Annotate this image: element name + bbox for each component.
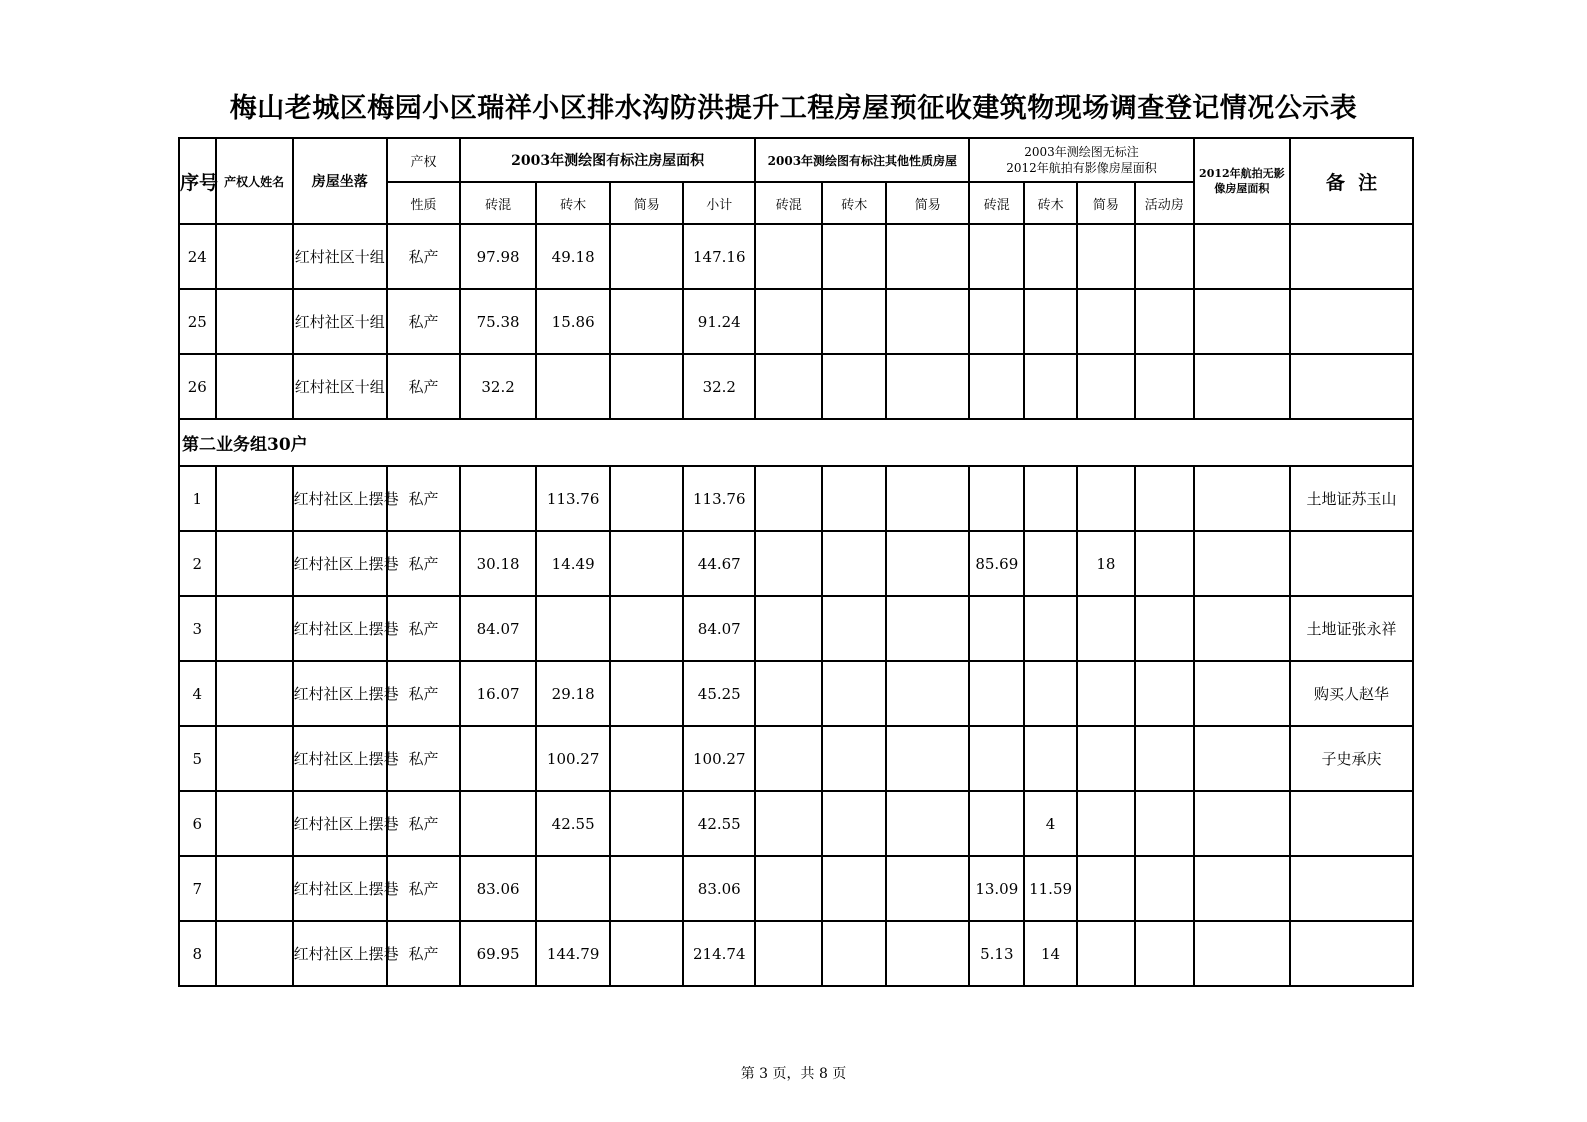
unmarked-area-cell: [1024, 289, 1077, 354]
marked-area-cell: [536, 856, 610, 921]
location-cell: 红村社区十组: [293, 224, 387, 289]
other-area-cell: [755, 856, 822, 921]
other-area-cell: [755, 354, 822, 419]
unmarked-area-cell: [1024, 661, 1077, 726]
header-seq: 序号: [179, 138, 216, 224]
unmarked-area-cell: [1077, 354, 1135, 419]
seq-cell: 6: [179, 791, 216, 856]
other-area-cell: [886, 596, 969, 661]
unmarked-area-cell: [969, 596, 1024, 661]
no-image-cell: [1194, 596, 1290, 661]
table-row: [179, 791, 1413, 856]
header-no-image: 2012年航拍无影像房屋面积: [1194, 138, 1290, 224]
seq-cell: 5: [179, 726, 216, 791]
header-sub-unmarked: 简易: [1077, 182, 1135, 224]
header-row-1: [179, 138, 1413, 182]
unmarked-area-cell: [1135, 224, 1194, 289]
unmarked-area-cell: [1135, 726, 1194, 791]
location-cell: 红村社区上摆巷: [293, 531, 387, 596]
unmarked-area-cell: [1077, 661, 1135, 726]
no-image-cell: [1194, 791, 1290, 856]
other-area-cell: [822, 289, 886, 354]
unmarked-area-cell: [1024, 726, 1077, 791]
other-area-cell: [755, 466, 822, 531]
remark-cell: 土地证苏玉山: [1290, 466, 1413, 531]
remark-cell: [1290, 856, 1413, 921]
header-property-bottom: 性质: [387, 182, 460, 224]
location-cell: 红村社区上摆巷: [293, 661, 387, 726]
unmarked-area-cell: [969, 791, 1024, 856]
marked-area-cell: 83.06: [460, 856, 536, 921]
marked-area-cell: 83.06: [683, 856, 755, 921]
unmarked-area-cell: [969, 661, 1024, 726]
property-cell: 私产: [387, 224, 460, 289]
other-area-cell: [886, 921, 969, 986]
other-area-cell: [886, 856, 969, 921]
table-row: [179, 661, 1413, 726]
marked-area-cell: [610, 466, 683, 531]
header-group-unmarked-line1: 2003年测绘图无标注: [1024, 145, 1139, 159]
location-cell: 红村社区上摆巷: [293, 856, 387, 921]
other-area-cell: [822, 791, 886, 856]
no-image-cell: [1194, 856, 1290, 921]
property-cell: 私产: [387, 289, 460, 354]
table-row: [179, 921, 1413, 986]
marked-area-cell: 29.18: [536, 661, 610, 726]
owner-cell: [216, 726, 293, 791]
unmarked-area-cell: [1024, 354, 1077, 419]
other-area-cell: [886, 791, 969, 856]
remark-cell: [1290, 224, 1413, 289]
table-row: [179, 856, 1413, 921]
unmarked-area-cell: [969, 466, 1024, 531]
marked-area-cell: 84.07: [683, 596, 755, 661]
unmarked-area-cell: 13.09: [969, 856, 1024, 921]
other-area-cell: [822, 856, 886, 921]
unmarked-area-cell: [1077, 466, 1135, 531]
marked-area-cell: 100.27: [536, 726, 610, 791]
header-remarks: 备 注: [1290, 138, 1413, 224]
header-group-unmarked-line2: 2012年航拍有影像房屋面积: [1006, 161, 1157, 175]
header-sub-unmarked: 砖木: [1024, 182, 1077, 224]
marked-area-cell: 42.55: [536, 791, 610, 856]
location-cell: 红村社区上摆巷: [293, 596, 387, 661]
marked-area-cell: 14.49: [536, 531, 610, 596]
seq-cell: 2: [179, 531, 216, 596]
unmarked-area-cell: 85.69: [969, 531, 1024, 596]
table-row: [179, 466, 1413, 531]
marked-area-cell: [460, 466, 536, 531]
header-sub-other: 砖混: [755, 182, 822, 224]
marked-area-cell: [536, 596, 610, 661]
marked-area-cell: 144.79: [536, 921, 610, 986]
no-image-cell: [1194, 661, 1290, 726]
unmarked-area-cell: [1077, 856, 1135, 921]
other-area-cell: [886, 466, 969, 531]
unmarked-area-cell: 5.13: [969, 921, 1024, 986]
owner-cell: [216, 354, 293, 419]
header-sub-other: 砖木: [822, 182, 886, 224]
header-sub-marked: 砖木: [536, 182, 610, 224]
property-cell: 私产: [387, 466, 460, 531]
marked-area-cell: [536, 354, 610, 419]
other-area-cell: [822, 531, 886, 596]
property-cell: 私产: [387, 726, 460, 791]
owner-cell: [216, 531, 293, 596]
header-owner: 产权人姓名: [216, 138, 293, 224]
property-cell: 私产: [387, 791, 460, 856]
unmarked-area-cell: [1135, 466, 1194, 531]
seq-cell: 3: [179, 596, 216, 661]
property-cell: 私产: [387, 354, 460, 419]
marked-area-cell: [610, 921, 683, 986]
header-location: 房屋坐落: [293, 138, 387, 224]
unmarked-area-cell: [969, 726, 1024, 791]
marked-area-cell: 91.24: [683, 289, 755, 354]
property-cell: 私产: [387, 596, 460, 661]
unmarked-area-cell: [1077, 921, 1135, 986]
location-cell: 红村社区上摆巷: [293, 921, 387, 986]
unmarked-area-cell: [1135, 856, 1194, 921]
unmarked-area-cell: 14: [1024, 921, 1077, 986]
other-area-cell: [822, 726, 886, 791]
other-area-cell: [755, 791, 822, 856]
seq-cell: 4: [179, 661, 216, 726]
other-area-cell: [886, 289, 969, 354]
header-sub-unmarked: 活动房: [1135, 182, 1194, 224]
table-row: [179, 596, 1413, 661]
unmarked-area-cell: [1077, 224, 1135, 289]
marked-area-cell: [460, 791, 536, 856]
other-area-cell: [822, 596, 886, 661]
unmarked-area-cell: [1077, 596, 1135, 661]
header-sub-marked: 砖混: [460, 182, 536, 224]
unmarked-area-cell: [1135, 921, 1194, 986]
marked-area-cell: 44.67: [683, 531, 755, 596]
page-title: 梅山老城区梅园小区瑞祥小区排水沟防洪提升工程房屋预征收建筑物现场调查登记情况公示表: [229, 93, 1358, 124]
marked-area-cell: [460, 726, 536, 791]
other-area-cell: [822, 661, 886, 726]
group-label: 第二业务组30户: [179, 419, 1413, 466]
owner-cell: [216, 856, 293, 921]
header-group-unmarked: [969, 138, 1193, 182]
unmarked-area-cell: [1135, 596, 1194, 661]
other-area-cell: [755, 531, 822, 596]
seq-cell: 1: [179, 466, 216, 531]
group-row: [179, 419, 1413, 466]
table-row: [179, 354, 1413, 419]
remark-cell: 子史承庆: [1290, 726, 1413, 791]
remark-cell: [1290, 791, 1413, 856]
no-image-cell: [1194, 466, 1290, 531]
marked-area-cell: [610, 224, 683, 289]
other-area-cell: [886, 726, 969, 791]
property-cell: 私产: [387, 856, 460, 921]
location-cell: 红村社区上摆巷: [293, 466, 387, 531]
other-area-cell: [755, 596, 822, 661]
marked-area-cell: 214.74: [683, 921, 755, 986]
owner-cell: [216, 791, 293, 856]
remark-cell: [1290, 921, 1413, 986]
table-row: [179, 224, 1413, 289]
header-sub-marked: 小计: [683, 182, 755, 224]
owner-cell: [216, 224, 293, 289]
unmarked-area-cell: [969, 354, 1024, 419]
no-image-cell: [1194, 354, 1290, 419]
other-area-cell: [822, 224, 886, 289]
marked-area-cell: 42.55: [683, 791, 755, 856]
other-area-cell: [822, 354, 886, 419]
marked-area-cell: [610, 791, 683, 856]
header-group-marked: 2003年测绘图有标注房屋面积: [460, 138, 755, 182]
marked-area-cell: 15.86: [536, 289, 610, 354]
no-image-cell: [1194, 921, 1290, 986]
location-cell: 红村社区上摆巷: [293, 726, 387, 791]
remark-cell: 购买人赵华: [1290, 661, 1413, 726]
seq-cell: 26: [179, 354, 216, 419]
seq-cell: 8: [179, 921, 216, 986]
unmarked-area-cell: [1077, 726, 1135, 791]
table-row: [179, 726, 1413, 791]
header-group-other: 2003年测绘图有标注其他性质房屋: [755, 138, 969, 182]
unmarked-area-cell: 4: [1024, 791, 1077, 856]
other-area-cell: [755, 224, 822, 289]
other-area-cell: [755, 661, 822, 726]
marked-area-cell: [610, 531, 683, 596]
seq-cell: 24: [179, 224, 216, 289]
unmarked-area-cell: [1135, 661, 1194, 726]
other-area-cell: [886, 531, 969, 596]
marked-area-cell: 147.16: [683, 224, 755, 289]
table-body: [179, 138, 1413, 986]
marked-area-cell: 32.2: [683, 354, 755, 419]
marked-area-cell: 49.18: [536, 224, 610, 289]
remark-cell: [1290, 531, 1413, 596]
other-area-cell: [822, 466, 886, 531]
header-sub-marked: 简易: [610, 182, 683, 224]
unmarked-area-cell: [1135, 531, 1194, 596]
page-footer: 第 3 页，共 8 页: [740, 1066, 847, 1082]
marked-area-cell: 97.98: [460, 224, 536, 289]
owner-cell: [216, 661, 293, 726]
no-image-cell: [1194, 289, 1290, 354]
seq-cell: 7: [179, 856, 216, 921]
unmarked-area-cell: [1077, 289, 1135, 354]
property-cell: 私产: [387, 921, 460, 986]
other-area-cell: [755, 921, 822, 986]
header-sub-unmarked: 砖混: [969, 182, 1024, 224]
remark-cell: 土地证张永祥: [1290, 596, 1413, 661]
property-cell: 私产: [387, 531, 460, 596]
location-cell: 红村社区上摆巷: [293, 791, 387, 856]
unmarked-area-cell: [1135, 354, 1194, 419]
marked-area-cell: [610, 726, 683, 791]
seq-cell: 25: [179, 289, 216, 354]
marked-area-cell: 69.95: [460, 921, 536, 986]
header-sub-other: 简易: [886, 182, 969, 224]
owner-cell: [216, 466, 293, 531]
marked-area-cell: 75.38: [460, 289, 536, 354]
unmarked-area-cell: 11.59: [1024, 856, 1077, 921]
other-area-cell: [755, 726, 822, 791]
unmarked-area-cell: [969, 289, 1024, 354]
marked-area-cell: 30.18: [460, 531, 536, 596]
marked-area-cell: 45.25: [683, 661, 755, 726]
other-area-cell: [755, 289, 822, 354]
property-cell: 私产: [387, 661, 460, 726]
unmarked-area-cell: [1135, 289, 1194, 354]
no-image-cell: [1194, 224, 1290, 289]
marked-area-cell: [610, 354, 683, 419]
unmarked-area-cell: [1024, 466, 1077, 531]
marked-area-cell: [610, 596, 683, 661]
table-row: [179, 289, 1413, 354]
marked-area-cell: 113.76: [536, 466, 610, 531]
unmarked-area-cell: [1024, 596, 1077, 661]
marked-area-cell: 113.76: [683, 466, 755, 531]
other-area-cell: [886, 224, 969, 289]
marked-area-cell: [610, 661, 683, 726]
other-area-cell: [822, 921, 886, 986]
no-image-cell: [1194, 531, 1290, 596]
unmarked-area-cell: [1024, 224, 1077, 289]
other-area-cell: [886, 354, 969, 419]
location-cell: 红村社区十组: [293, 289, 387, 354]
marked-area-cell: [610, 289, 683, 354]
unmarked-area-cell: [1135, 791, 1194, 856]
survey-table: [178, 137, 1414, 987]
location-cell: 红村社区十组: [293, 354, 387, 419]
remark-cell: [1290, 354, 1413, 419]
unmarked-area-cell: [1077, 791, 1135, 856]
header-property-top: 产权: [387, 138, 460, 182]
no-image-cell: [1194, 726, 1290, 791]
owner-cell: [216, 596, 293, 661]
marked-area-cell: 16.07: [460, 661, 536, 726]
marked-area-cell: [610, 856, 683, 921]
owner-cell: [216, 921, 293, 986]
remark-cell: [1290, 289, 1413, 354]
owner-cell: [216, 289, 293, 354]
marked-area-cell: 32.2: [460, 354, 536, 419]
unmarked-area-cell: [1024, 531, 1077, 596]
other-area-cell: [886, 661, 969, 726]
unmarked-area-cell: [969, 224, 1024, 289]
marked-area-cell: 84.07: [460, 596, 536, 661]
table-row: [179, 531, 1413, 596]
unmarked-area-cell: 18: [1077, 531, 1135, 596]
marked-area-cell: 100.27: [683, 726, 755, 791]
